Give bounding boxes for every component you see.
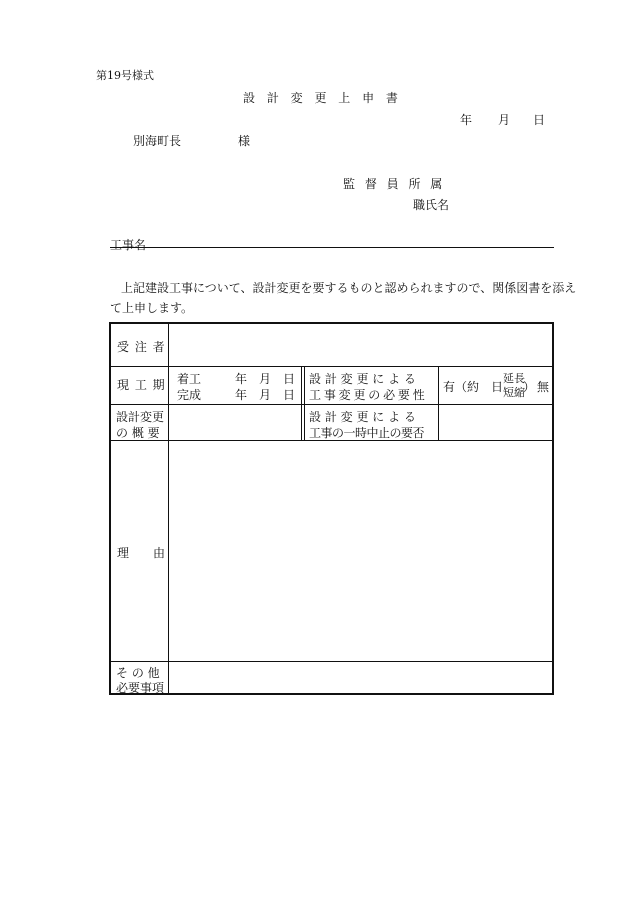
complete-day: 日 [283, 388, 296, 402]
summary-label-1: 設計変更 [116, 410, 165, 424]
start-label: 着工 [177, 372, 202, 386]
double-divider [304, 366, 305, 440]
statement-line-1: 上記建設工事について、設計変更を要するものと認められますので、関係図書を添え [121, 281, 577, 295]
project-name-label: 工事名 [110, 238, 147, 252]
other-label-1: そ の 他 [116, 666, 160, 680]
supervisor-affiliation: 監 督 員 所 属 [343, 177, 446, 191]
year-field[interactable]: 年 [460, 113, 473, 127]
double-divider [301, 366, 302, 440]
suspension-label-1: 設 計 変 更 に よ る [309, 410, 416, 424]
suspension-label-2: 工事の一時中止の要否 [309, 426, 425, 440]
document-title: 設 計 変 更 上 申 書 [243, 91, 402, 105]
project-name-underline[interactable] [110, 247, 554, 248]
days-label: 日 [491, 380, 504, 394]
other-field[interactable] [171, 663, 549, 693]
addressee-name: 別海町長 [133, 134, 182, 148]
summary-label-2: の 概 要 [116, 426, 160, 440]
statement-line-2: て上申します。 [110, 301, 194, 315]
close-paren: ） [523, 380, 536, 394]
row-divider [111, 661, 552, 662]
extend-option[interactable]: 延長 [503, 372, 525, 385]
application-table [109, 322, 554, 695]
contractor-label: 受 注 者 [117, 340, 166, 354]
row-divider [111, 366, 552, 367]
summary-field[interactable] [171, 406, 299, 438]
label-column-divider [168, 324, 169, 693]
addressee-honorific: 様 [238, 134, 251, 148]
contractor-field[interactable] [171, 326, 549, 364]
complete-month: 月 [259, 388, 272, 402]
month-field[interactable]: 月 [498, 113, 511, 127]
start-day: 日 [283, 372, 296, 386]
column-divider [438, 366, 439, 440]
row-divider [111, 404, 552, 405]
shorten-option[interactable]: 短縮 [503, 386, 525, 399]
complete-label: 完成 [177, 388, 202, 402]
period-label: 現 工 期 [117, 378, 166, 392]
other-label-2: 必要事項 [116, 681, 165, 695]
start-month: 月 [259, 372, 272, 386]
supervisor-title-name: 職氏名 [413, 198, 450, 212]
no-option[interactable]: 無 [537, 380, 550, 394]
reason-field[interactable] [171, 442, 549, 659]
start-year: 年 [235, 372, 248, 386]
yes-option[interactable]: 有（約 [443, 380, 480, 394]
form-number: 第19号様式 [96, 69, 154, 82]
reason-label: 理 由 [117, 546, 166, 560]
complete-year: 年 [235, 388, 248, 402]
change-need-label-1: 設 計 変 更 に よ る [309, 372, 416, 386]
change-need-label-2: 工 事 変 更 の 必 要 性 [309, 388, 425, 402]
suspension-field[interactable] [441, 406, 549, 438]
day-field[interactable]: 日 [533, 113, 546, 127]
